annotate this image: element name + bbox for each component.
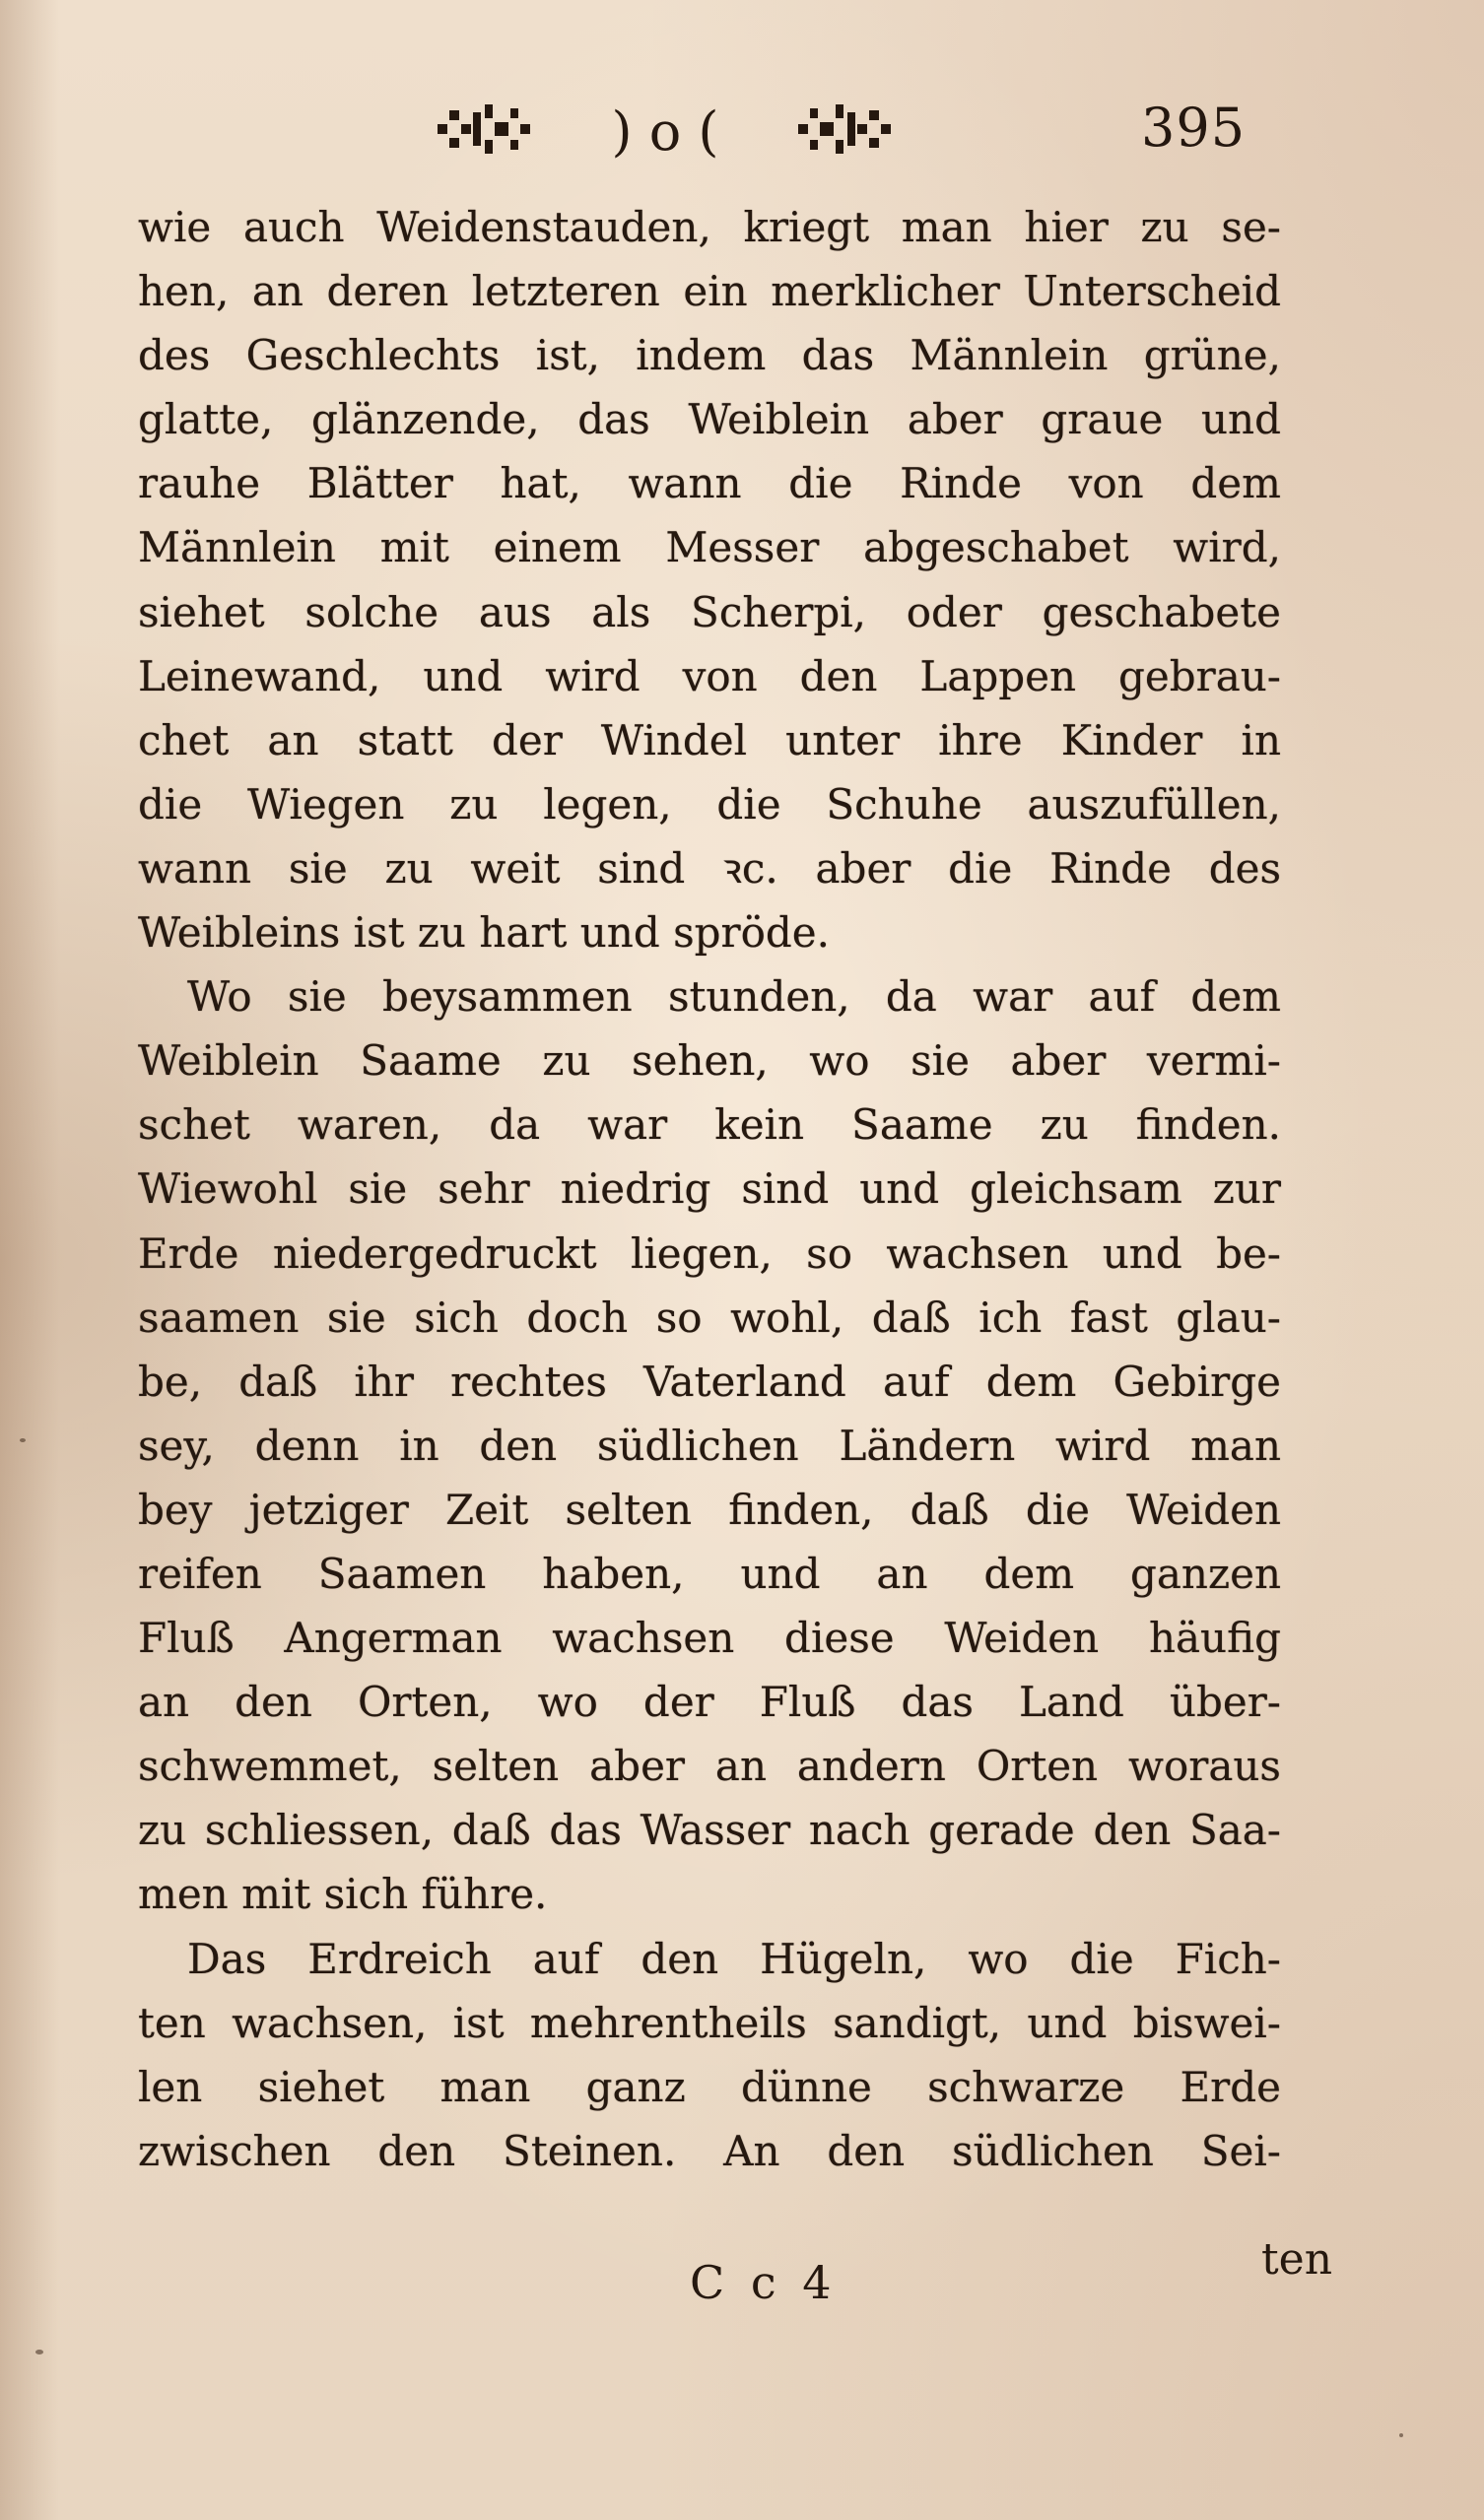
text-line: bey jetziger Zeit selten finden, daß die Weiden [138,1485,1281,1534]
signature-mark: C c 4 [690,2256,838,2309]
text-line: schet waren, da war kein Saame zu finden. [138,1100,1281,1150]
text-line: des Geschlechts ist, indem das Männlein grüne, [138,331,1281,380]
text-line: Weibleins ist zu hart und spröde. [138,908,830,958]
text-line: sey, denn in den südlichen Ländern wird man [138,1421,1281,1470]
text-line: zu schliessen, daß das Wasser nach gerade den Saa- [138,1806,1281,1855]
text-line: zwischen den Steinen. An den südlichen Sei- [138,2126,1281,2175]
paper-speck [35,2350,43,2354]
text-line: wann sie zu weit sind ꝛc. aber die Rinde des [138,843,1281,893]
text-line: hen, an deren letzteren ein merklicher Unterscheid [138,267,1281,316]
text-line: die Wiegen zu legen, die Schuhe auszufüllen, [138,779,1281,829]
text-line: Wo sie beysammen stunden, da war auf dem [187,972,1281,1022]
text-line: schwemmet, selten aber an andern Orten woraus [138,1742,1281,1791]
text-line: Wiewohl sie sehr niedrig sind und gleichsam zur [138,1164,1281,1214]
text-line: chet an statt der Windel unter ihre Kinder in [138,715,1281,764]
text-line: glatte, glänzende, das Weiblein aber graue und [138,395,1281,444]
paper-speck [20,1438,26,1442]
text-line: siehet solche aus als Scherpi, oder geschabete [138,587,1281,636]
header-ornament [434,95,897,173]
text-line: Leinewand, und wird von den Lappen gebrau- [138,651,1281,700]
ornament-text: ) o ( [611,100,719,163]
text-line: Erde niedergedruckt liegen, so wachsen und be- [138,1228,1281,1278]
catchword: ten [1261,2234,1333,2285]
text-line: wie auch Weidenstauden, kriegt man hier zu se- [138,203,1281,251]
text-line: an den Orten, wo der Fluß das Land über- [138,1678,1281,1727]
page-number: 395 [1141,97,1247,159]
left-fleuron-icon [438,104,530,154]
text-line: reifen Saamen haben, und an dem ganzen [138,1549,1281,1598]
page-edge-shadow [0,0,59,2520]
text-line: be, daß ihr rechtes Vaterland auf dem Gebirge [138,1357,1281,1406]
text-line: men mit sich führe. [138,1870,548,1919]
right-fleuron-icon [798,104,891,154]
text-line: Weiblein Saame zu sehen, wo sie aber vermi- [138,1036,1281,1086]
text-line: rauhe Blätter hat, wann die Rinde von dem [138,459,1281,508]
text-line: Fluß Angerman wachsen diese Weiden häufig [138,1614,1281,1663]
paragraph-2 [138,964,1281,1926]
body-text [138,195,1281,2183]
text-line: Männlein mit einem Messer abgeschabet wird, [138,523,1281,572]
paragraph-1 [138,195,1281,964]
page-header [0,91,1484,179]
paper-speck [1399,2433,1403,2437]
text-line: len siehet man ganz dünne schwarze Erde [138,2062,1281,2111]
text-line: Das Erdreich auf den Hügeln, wo die Fich- [187,1934,1281,1983]
paragraph-3 [138,1927,1281,2183]
text-line: saamen sie sich doch so wohl, daß ich fast glau- [138,1293,1281,1342]
text-line: ten wachsen, ist mehrentheils sandigt, und biswei- [138,1998,1281,2047]
